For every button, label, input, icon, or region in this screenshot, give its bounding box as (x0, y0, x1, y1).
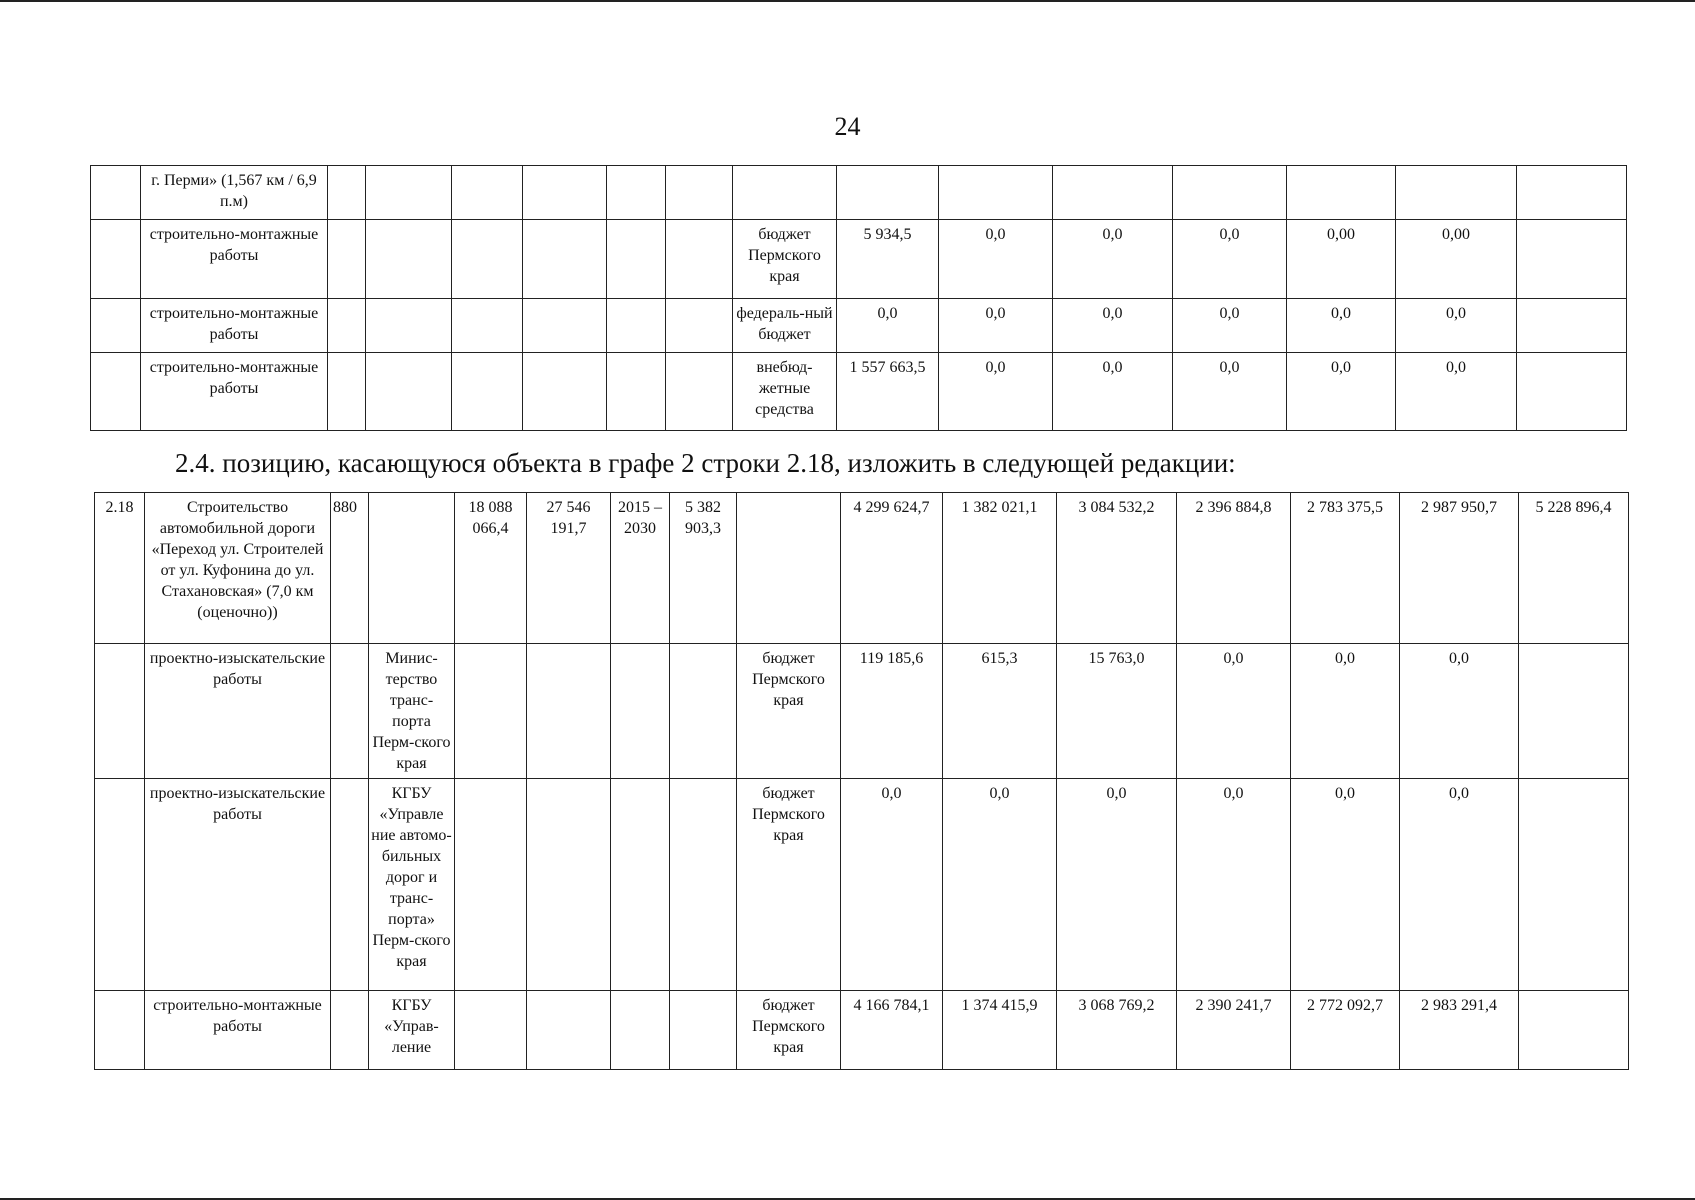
value-cell: 4 299 624,7 (841, 493, 943, 644)
value-cell: 0,0 (1396, 299, 1517, 353)
executor-cell: КГБУ «Управле ние автомо-бильных дорог и транс-порта» Перм-ского края (369, 779, 455, 991)
table-cell (366, 220, 452, 299)
value-cell: 15 763,0 (1057, 644, 1177, 779)
table-cell (331, 991, 369, 1070)
value-cell: 0,0 (1400, 779, 1519, 991)
table-cell (611, 644, 670, 779)
work-type-cell: строительно-монтажные работы (141, 353, 328, 431)
page-number: 24 (834, 112, 861, 141)
row-number-cell: 2.18 (95, 493, 145, 644)
table-row (91, 220, 1627, 299)
table-cell (523, 166, 607, 220)
value-cell: 0,0 (943, 779, 1057, 991)
funding-source-cell: бюджет Пермского края (737, 644, 841, 779)
table-cell (91, 220, 141, 299)
table-cell (328, 166, 366, 220)
table-cell (611, 991, 670, 1070)
work-type-cell: строительно-монтажные работы (141, 299, 328, 353)
page-top-edge (0, 0, 1695, 2)
table-cell (670, 779, 737, 991)
value-cell (1396, 166, 1517, 220)
funding-source-cell: бюджет Пермского края (737, 779, 841, 991)
value-cell (1173, 166, 1287, 220)
value-cell: 615,3 (943, 644, 1057, 779)
value-cell: 3 084 532,2 (1057, 493, 1177, 644)
object-name-cell: Строительство автомобильной дороги «Переход ул. Строителей от ул. Куфонина до ул. Стахановская» (7,0 км (оценочно)) (145, 493, 331, 644)
value-cell: 0,0 (1053, 299, 1173, 353)
table-cell (666, 220, 733, 299)
value-cell: 0,0 (1291, 779, 1400, 991)
funding-source-cell (733, 166, 837, 220)
table-cell (607, 353, 666, 431)
table-cell (527, 644, 611, 779)
value-cell: 0,0 (939, 299, 1053, 353)
value-cell: 27 546 191,7 (527, 493, 611, 644)
object-name-cell: г. Перми» (1,567 км / 6,9 п.м) (141, 166, 328, 220)
value-cell: 5 228 896,4 (1519, 493, 1629, 644)
table-cell (91, 299, 141, 353)
work-type-cell: проектно-изыскательские работы (145, 779, 331, 991)
table-cell (607, 299, 666, 353)
value-cell: 0,0 (1400, 644, 1519, 779)
value-cell: 0,0 (837, 299, 939, 353)
table-cell (328, 353, 366, 431)
value-cell: 0,0 (841, 779, 943, 991)
value-cell: 0,0 (1057, 779, 1177, 991)
table-cell (95, 644, 145, 779)
funding-source-cell: бюджет Пермского края (733, 220, 837, 299)
value-cell (1517, 353, 1627, 431)
table-cell (523, 220, 607, 299)
table-cell (366, 166, 452, 220)
value-cell: 1 557 663,5 (837, 353, 939, 431)
section-heading: 2.4. позицию, касающуюся объекта в графе 2 строки 2.18, изложить в следующей редакции: (175, 448, 1236, 478)
value-cell: 4 166 784,1 (841, 991, 943, 1070)
table-cell (527, 991, 611, 1070)
value-cell: 0,0 (1287, 353, 1396, 431)
value-cell (1519, 779, 1629, 991)
table-row (91, 299, 1627, 353)
value-cell: 1 382 021,1 (943, 493, 1057, 644)
table-cell (666, 166, 733, 220)
value-cell (1517, 299, 1627, 353)
table-cell (95, 779, 145, 991)
funding-source-cell: внебюд-жетные средства (733, 353, 837, 431)
value-cell: 5 934,5 (837, 220, 939, 299)
table-cell (666, 299, 733, 353)
table-cell (452, 220, 523, 299)
table-cell (611, 779, 670, 991)
value-cell: 0,0 (1173, 353, 1287, 431)
value-cell: 2 987 950,7 (1400, 493, 1519, 644)
top-table (90, 165, 1627, 431)
value-cell: 0,0 (1287, 299, 1396, 353)
table-cell (452, 353, 523, 431)
code-cell: 880 (331, 493, 369, 644)
table-cell (670, 644, 737, 779)
table-row (95, 991, 1629, 1070)
table-cell (366, 353, 452, 431)
table-cell (523, 299, 607, 353)
executor-cell: КГБУ «Управ-ление (369, 991, 455, 1070)
work-type-cell: проектно-изыскательские работы (145, 644, 331, 779)
table-row (91, 353, 1627, 431)
table-cell (452, 166, 523, 220)
work-type-cell: строительно-монтажные работы (141, 220, 328, 299)
value-cell: 2 390 241,7 (1177, 991, 1291, 1070)
table-cell (91, 166, 141, 220)
table-row (95, 779, 1629, 991)
value-cell: 5 382 903,3 (670, 493, 737, 644)
table-row (95, 493, 1629, 644)
value-cell: 2 396 884,8 (1177, 493, 1291, 644)
funding-source-cell: бюджет Пермского края (737, 991, 841, 1070)
value-cell: 0,0 (1291, 644, 1400, 779)
bottom-table (94, 492, 1629, 1070)
value-cell: 0,0 (1396, 353, 1517, 431)
table-cell (523, 353, 607, 431)
value-cell: 0,0 (1053, 353, 1173, 431)
value-cell: 0,0 (1177, 644, 1291, 779)
value-cell (939, 166, 1053, 220)
table-cell (95, 991, 145, 1070)
value-cell: 0,0 (1173, 299, 1287, 353)
table-cell (91, 353, 141, 431)
work-type-cell: строительно-монтажные работы (145, 991, 331, 1070)
table-cell (670, 991, 737, 1070)
table-cell (328, 220, 366, 299)
value-cell: 18 088 066,4 (455, 493, 527, 644)
value-cell: 0,0 (1177, 779, 1291, 991)
value-cell (1519, 991, 1629, 1070)
value-cell: 0,00 (1287, 220, 1396, 299)
value-cell: 2 783 375,5 (1291, 493, 1400, 644)
value-cell (1517, 166, 1627, 220)
table-cell (455, 779, 527, 991)
table-cell (666, 353, 733, 431)
value-cell: 0,0 (939, 220, 1053, 299)
table-cell (366, 299, 452, 353)
value-cell: 0,0 (939, 353, 1053, 431)
value-cell: 2 983 291,4 (1400, 991, 1519, 1070)
funding-source-cell: федераль-ный бюджет (733, 299, 837, 353)
table-cell (328, 299, 366, 353)
value-cell: 0,0 (1053, 220, 1173, 299)
value-cell (1517, 220, 1627, 299)
table-row (95, 644, 1629, 779)
table-cell (455, 644, 527, 779)
table-cell (331, 644, 369, 779)
table-cell (607, 220, 666, 299)
executor-cell: Минис-терство транс-порта Перм-ского края (369, 644, 455, 779)
value-cell (837, 166, 939, 220)
value-cell: 1 374 415,9 (943, 991, 1057, 1070)
funding-source-cell (737, 493, 841, 644)
table-cell (527, 779, 611, 991)
value-cell: 3 068 769,2 (1057, 991, 1177, 1070)
value-cell: 2 772 092,7 (1291, 991, 1400, 1070)
table-cell (452, 299, 523, 353)
value-cell: 0,00 (1396, 220, 1517, 299)
table-cell (607, 166, 666, 220)
value-cell: 119 185,6 (841, 644, 943, 779)
table-cell (369, 493, 455, 644)
value-cell (1053, 166, 1173, 220)
period-cell: 2015 – 2030 (611, 493, 670, 644)
table-cell (455, 991, 527, 1070)
value-cell: 0,0 (1173, 220, 1287, 299)
table-cell (331, 779, 369, 991)
table-row (91, 166, 1627, 220)
value-cell (1519, 644, 1629, 779)
value-cell (1287, 166, 1396, 220)
